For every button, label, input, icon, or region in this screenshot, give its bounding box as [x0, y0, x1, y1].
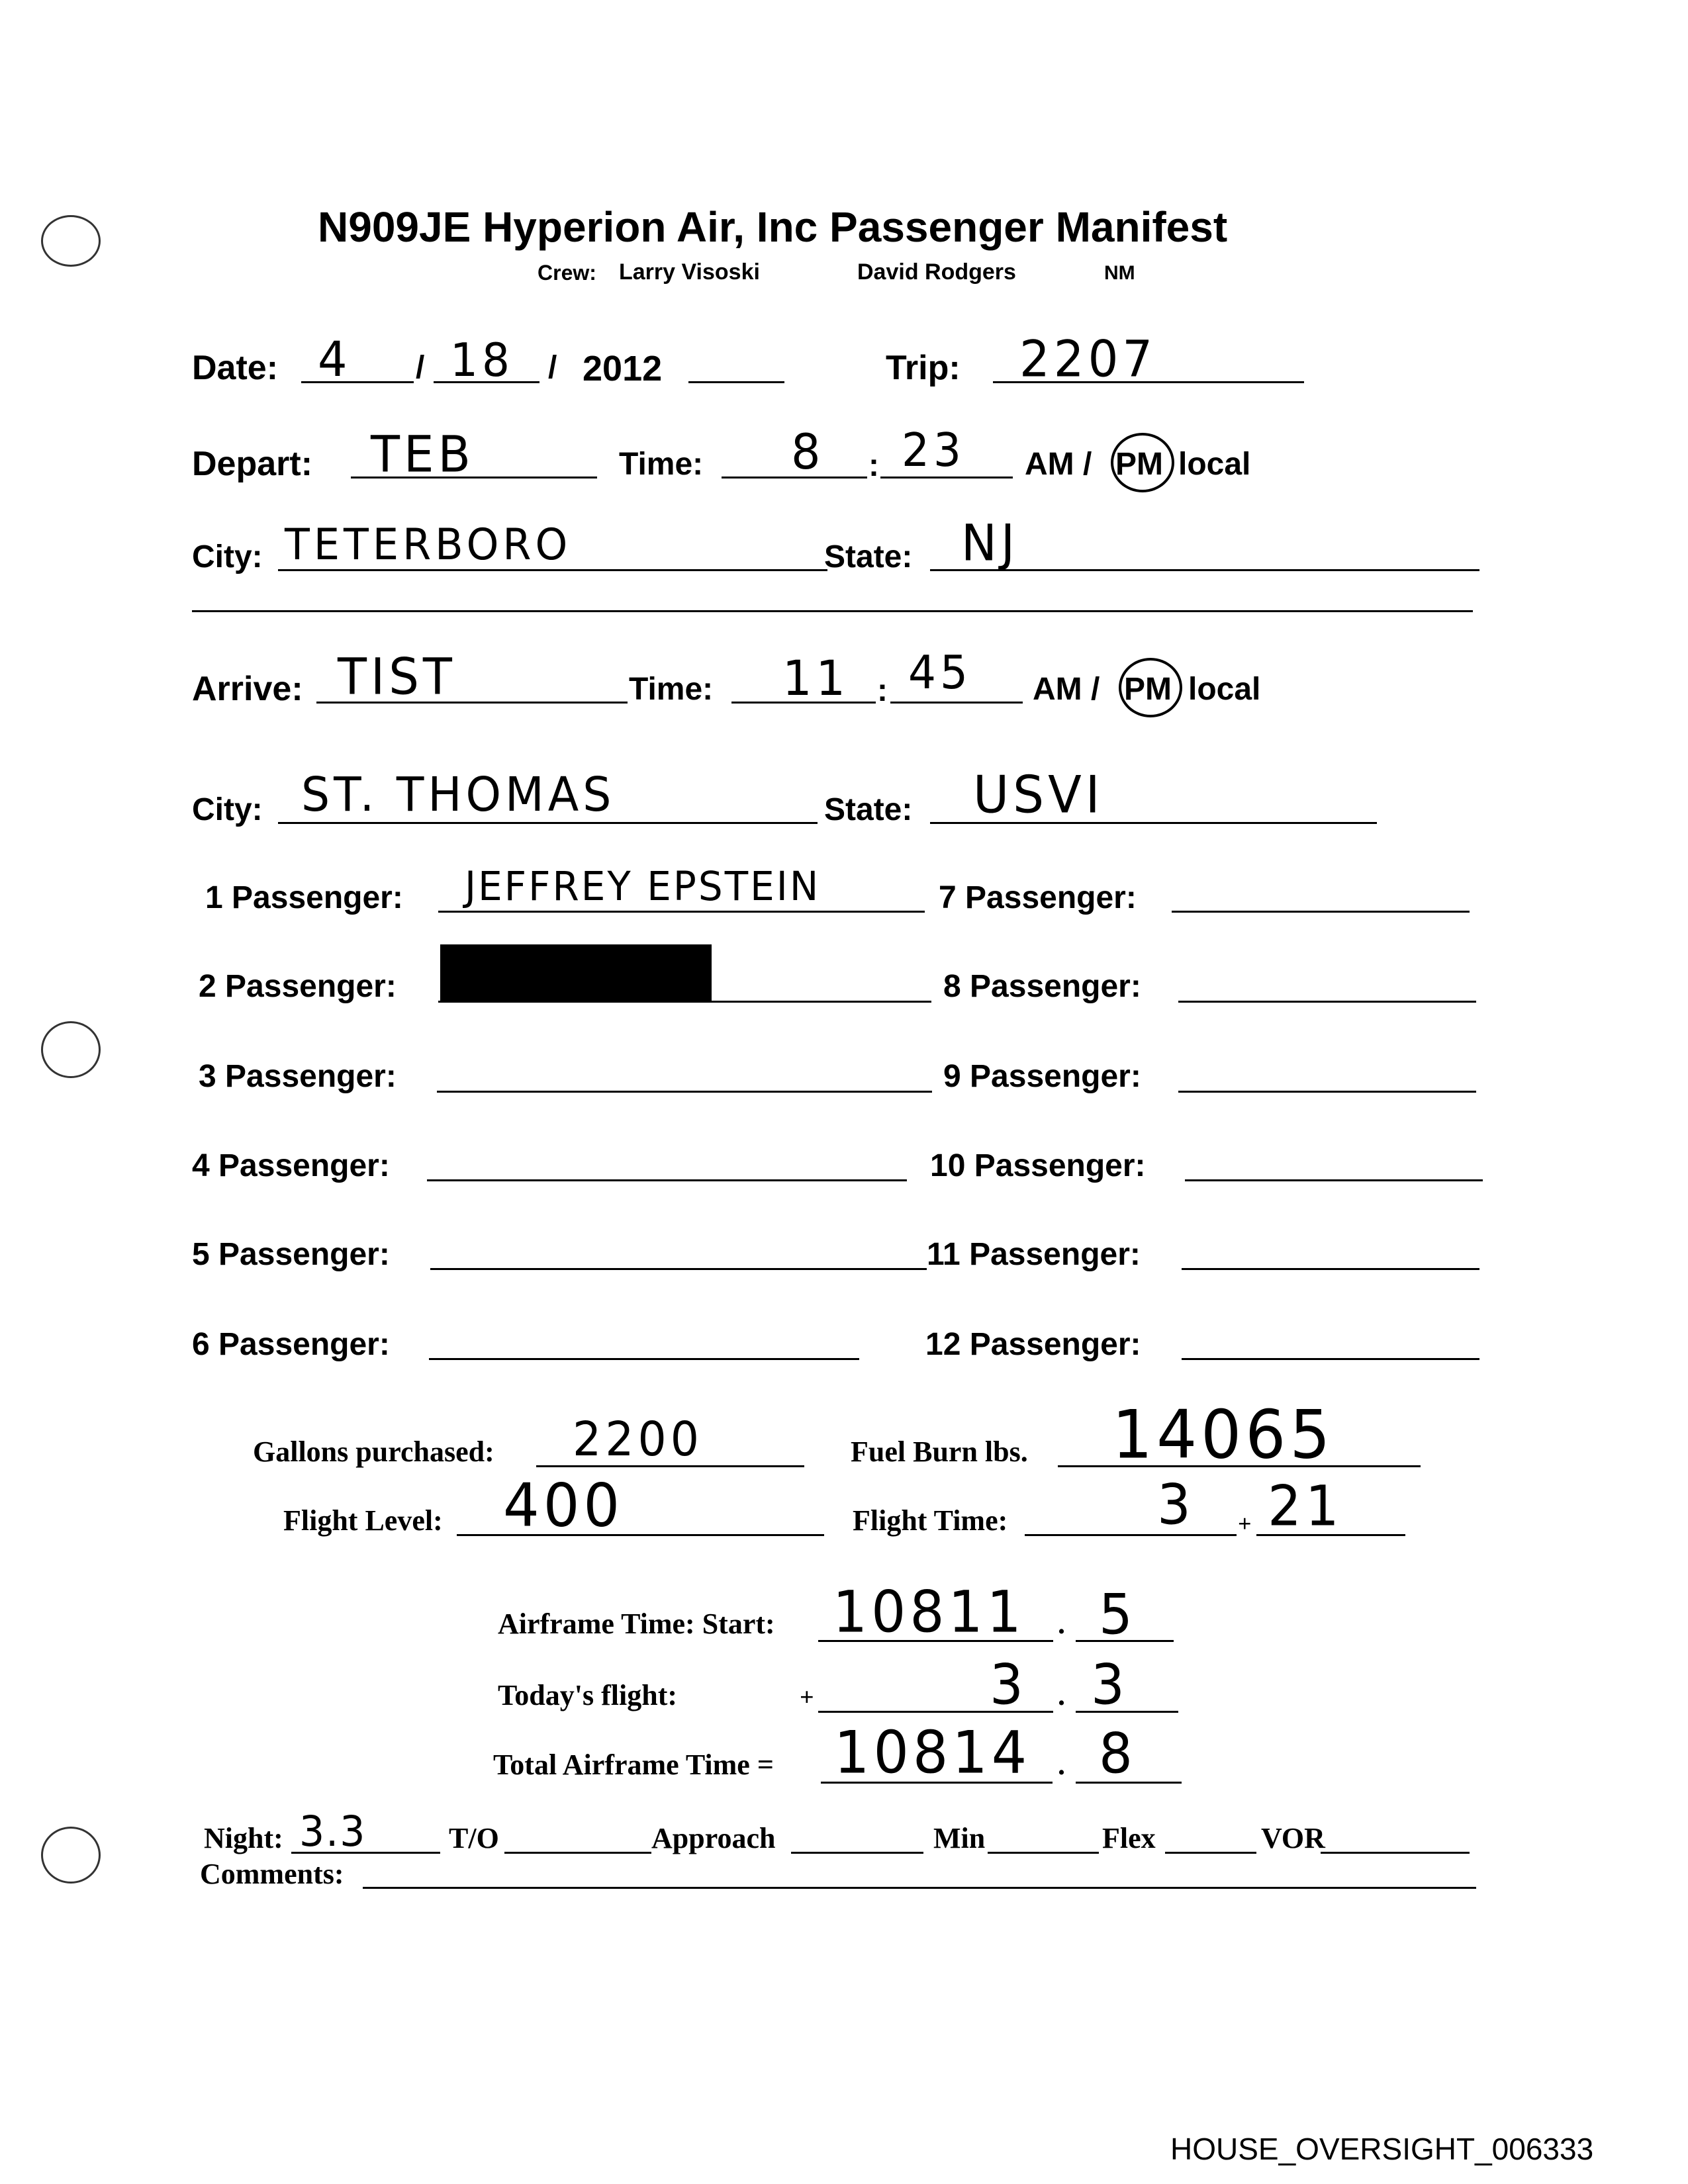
passenger-2-label: 2 Passenger: [199, 969, 397, 1004]
passenger-2-redaction [440, 944, 712, 1001]
passenger-12-line [1182, 1358, 1479, 1360]
approach-label: Approach [651, 1822, 776, 1854]
punch-hole-middle [41, 1021, 101, 1078]
total-airframe-dot: . [1058, 1749, 1065, 1781]
todays-flight-label: Today's flight: [498, 1679, 678, 1711]
depart-state-label: State: [824, 539, 913, 574]
passenger-6-label: 6 Passenger: [192, 1327, 390, 1362]
arrive-city: ST. THOMAS [301, 768, 616, 823]
passenger-1-name: JEFFREY EPSTEIN [465, 862, 821, 910]
passenger-7-label: 7 Passenger: [939, 880, 1137, 915]
comments-label: Comments: [200, 1858, 344, 1890]
flight-time-hours: 3 [1157, 1472, 1195, 1537]
depart-time-label: Time: [619, 447, 704, 482]
passenger-4-line [427, 1179, 907, 1181]
crew-member-3: NM [1104, 262, 1135, 284]
airframe-start-tenth: 5 [1099, 1582, 1137, 1647]
arrive-city-label: City: [192, 792, 263, 827]
depart-hour: 8 [791, 423, 825, 481]
arrive-time-colon: : [877, 673, 888, 708]
flight-level-label: Flight Level: [283, 1504, 443, 1537]
passenger-6-line [429, 1358, 859, 1360]
passenger-1-label: 1 Passenger: [205, 880, 403, 915]
night-label: Night: [204, 1822, 283, 1854]
comments-line [363, 1887, 1476, 1889]
passenger-4-label: 4 Passenger: [192, 1148, 390, 1183]
todays-flight-dot: . [1058, 1679, 1065, 1711]
flight-time-label: Flight Time: [853, 1504, 1008, 1537]
flight-time-plus: + [1238, 1510, 1252, 1537]
arrive-airport: TIST [338, 647, 456, 706]
passenger-10-line [1185, 1179, 1483, 1181]
airframe-start-dot: . [1058, 1608, 1065, 1640]
passenger-7-line [1172, 911, 1470, 913]
approach-line [791, 1852, 923, 1854]
depart-label: Depart: [192, 445, 313, 483]
passenger-8-label: 8 Passenger: [943, 969, 1141, 1004]
passenger-11-label: 11 Passenger: [927, 1237, 1141, 1272]
bates-number: HOUSE_OVERSIGHT_006333 [1170, 2132, 1594, 2166]
depart-pm-selected-circle [1111, 433, 1174, 492]
passenger-3-line [437, 1091, 932, 1093]
arrive-time-label: Time: [629, 672, 714, 707]
flight-level: 400 [503, 1471, 624, 1541]
arrive-pm-selected-circle [1119, 658, 1182, 717]
passenger-11-line [1182, 1268, 1479, 1270]
vor-label: VOR [1261, 1822, 1325, 1854]
passenger-5-label: 5 Passenger: [192, 1237, 390, 1272]
punch-hole-top [41, 215, 101, 267]
passenger-12-label: 12 Passenger: [925, 1327, 1141, 1362]
depart-local: local [1178, 447, 1251, 482]
fuel-burn: 14065 [1112, 1396, 1335, 1474]
takeoff-label: T/O [449, 1822, 499, 1854]
depart-city-label: City: [192, 539, 263, 574]
arrive-state: USVI [973, 764, 1104, 825]
arrive-local: local [1188, 672, 1261, 707]
flight-time-minutes: 21 [1268, 1473, 1343, 1539]
flight-time-hours-line [1025, 1534, 1237, 1536]
arrive-minute: 45 [908, 646, 972, 700]
depart-city: TETERBORO [285, 519, 572, 570]
min-label: Min [933, 1822, 986, 1854]
date-month: 4 [318, 330, 352, 388]
depart-state: NJ [961, 513, 1019, 572]
takeoff-line [504, 1852, 651, 1854]
section-divider [192, 610, 1473, 612]
crew-label: Crew: [538, 261, 596, 285]
flex-line [1165, 1852, 1256, 1854]
punch-hole-bottom [41, 1827, 101, 1884]
airframe-start-whole: 10811 [833, 1579, 1025, 1646]
passenger-9-line [1178, 1091, 1476, 1093]
passenger-5-line [430, 1268, 927, 1270]
arrive-state-label: State: [824, 792, 913, 827]
passenger-10-label: 10 Passenger: [930, 1148, 1146, 1183]
arrive-hour: 11 [782, 649, 850, 707]
crew-member-1: Larry Visoski [619, 259, 760, 285]
passenger-9-label: 9 Passenger: [943, 1059, 1141, 1094]
date-sep-2: / [548, 350, 557, 385]
todays-flight-tenth: 3 [1091, 1652, 1129, 1717]
date-label: Date: [192, 349, 279, 387]
passenger-3-label: 3 Passenger: [199, 1059, 397, 1094]
min-line [988, 1852, 1099, 1854]
arrive-ampm: AM / [1033, 672, 1100, 707]
total-airframe-whole: 10814 [834, 1718, 1031, 1787]
passenger-8-line [1178, 1001, 1476, 1003]
date-day: 18 [450, 334, 514, 387]
flex-label: Flex [1102, 1822, 1156, 1854]
airframe-start-label: Airframe Time: Start: [498, 1608, 775, 1640]
depart-pm: PM [1115, 447, 1163, 482]
night-value: 3.3 [299, 1807, 367, 1856]
arrive-minute-line [890, 702, 1023, 704]
form-title: N909JE Hyperion Air, Inc Passenger Manifest [318, 203, 1228, 251]
fuel-burn-label: Fuel Burn lbs. [851, 1435, 1028, 1468]
vor-line [1321, 1852, 1470, 1854]
date-year: 2012 [583, 349, 663, 388]
trip-label: Trip: [886, 349, 961, 387]
todays-flight-whole: 3 [990, 1652, 1027, 1717]
depart-ampm: AM / [1025, 447, 1092, 482]
gallons-purchased: 2200 [573, 1412, 704, 1467]
passenger-1-line [438, 911, 925, 913]
date-year-line [688, 381, 784, 383]
crew-member-2: David Rodgers [857, 259, 1016, 285]
arrive-pm: PM [1124, 672, 1172, 707]
arrive-label: Arrive: [192, 670, 303, 708]
trip-value: 2207 [1019, 329, 1157, 388]
total-airframe-label: Total Airframe Time = [493, 1749, 774, 1781]
total-airframe-tenth: 8 [1099, 1721, 1137, 1786]
gallons-purchased-label: Gallons purchased: [253, 1435, 494, 1468]
date-sep-1: / [416, 350, 425, 385]
depart-minute: 23 [902, 424, 965, 477]
depart-airport: TEB [371, 424, 475, 484]
depart-time-colon: : [868, 448, 879, 483]
todays-flight-plus: + [800, 1684, 814, 1711]
